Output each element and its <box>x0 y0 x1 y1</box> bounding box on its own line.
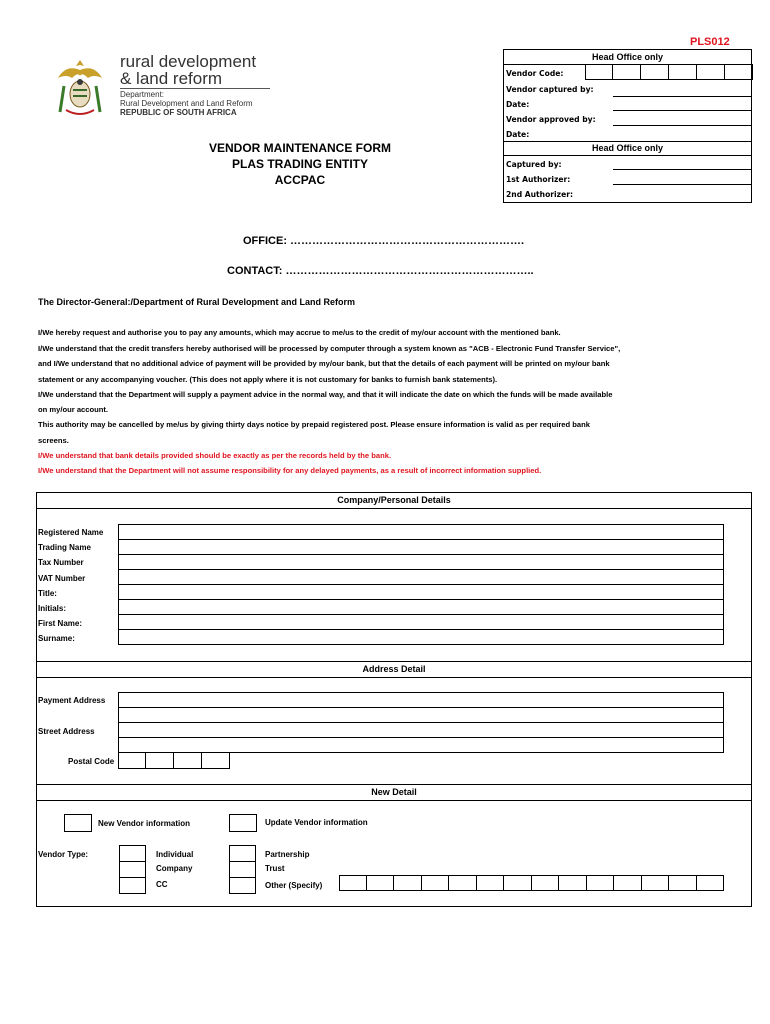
vat-number-field[interactable] <box>118 569 724 585</box>
initials-field[interactable] <box>118 599 724 615</box>
logo-dept-label: Department: <box>120 90 165 99</box>
trust-label: Trust <box>265 864 285 873</box>
postal-code-boxes[interactable] <box>118 752 230 769</box>
payment-address-field-2[interactable] <box>118 707 724 723</box>
date-line-1[interactable] <box>613 110 751 111</box>
company-label: Company <box>156 864 193 873</box>
date-label-2: Date: <box>506 130 530 139</box>
paragraph-line: and I/We understand that no additional advice of payment will be provided by my/our bank, but that the details of each payment will be printed on my/our bank <box>38 359 610 368</box>
surname-field[interactable] <box>118 629 724 645</box>
paragraph-line: screens. <box>38 436 69 445</box>
cc-checkbox[interactable] <box>119 877 146 894</box>
individual-checkbox[interactable] <box>119 845 146 862</box>
logo-line1: rural development <box>120 52 257 71</box>
vendor-approved-by-line[interactable] <box>613 125 751 126</box>
postal-code-label: Postal Code <box>68 757 115 766</box>
new-detail-section-header: New Detail <box>371 787 417 797</box>
title-field[interactable] <box>118 584 724 600</box>
office-line[interactable]: OFFICE: ………………………………………………………. <box>243 235 525 247</box>
form-title-line1: VENDOR MAINTENANCE FORM <box>209 141 391 155</box>
vendor-captured-by-label: Vendor captured by: <box>506 85 594 94</box>
head-office-header-2: Head Office only <box>591 143 663 153</box>
vendor-approved-by-label: Vendor approved by: <box>506 115 596 124</box>
title-label: Title: <box>38 589 57 598</box>
trading-name-label: Trading Name <box>38 543 91 552</box>
logo-dept-name: Rural Development and Land Reform <box>120 99 253 108</box>
captured-by-line[interactable] <box>613 169 751 170</box>
logo-line2: & land reform <box>120 69 223 88</box>
paragraph-line-warning: I/We understand that the Department will not assume responsibility for any delayed payments, as a result of incorrect information supplied. <box>38 466 542 475</box>
paragraph-line: I/We hereby request and authorise you to pay any amounts, which may accrue to me/us to the credit of my/our account with the mentioned bank. <box>38 328 561 337</box>
registered-name-label: Registered Name <box>38 528 104 537</box>
street-address-field-1[interactable] <box>118 722 724 738</box>
coat-of-arms-logo <box>52 56 108 120</box>
address-section-header: Address Detail <box>362 664 426 674</box>
form-title-line2: PLAS TRADING ENTITY <box>231 157 368 171</box>
paragraph-line: I/We understand that the Department will supply a payment advice in the normal way, and that it will indicate the date on which the funds will be made available <box>38 390 613 399</box>
individual-label: Individual <box>156 850 194 859</box>
vendor-code-boxes[interactable] <box>585 64 753 80</box>
vendor-code-label: Vendor Code: <box>506 69 564 78</box>
partnership-checkbox[interactable] <box>229 845 256 862</box>
form-code: PLS012 <box>690 36 730 48</box>
head-office-header-1: Head Office only <box>591 52 663 62</box>
contact-line[interactable]: CONTACT: ………………………………………………………….. <box>227 265 534 277</box>
registered-name-field[interactable] <box>118 524 724 540</box>
tax-number-label: Tax Number <box>38 558 84 567</box>
vat-number-label: VAT Number <box>38 574 86 583</box>
vendor-captured-by-line[interactable] <box>613 96 751 97</box>
cc-label: CC <box>156 880 168 889</box>
trust-checkbox[interactable] <box>229 861 256 878</box>
payment-address-field-1[interactable] <box>118 692 724 708</box>
trading-name-field[interactable] <box>118 539 724 555</box>
second-authorizer-label: 2nd Authorizer: <box>506 190 574 199</box>
street-address-label: Street Address <box>38 727 95 736</box>
addressee: The Director-General:/Department of Rural Development and Land Reform <box>38 297 356 307</box>
paragraph-line: on my/our account. <box>38 405 109 414</box>
street-address-field-2[interactable] <box>118 737 724 753</box>
surname-label: Surname: <box>38 634 75 643</box>
other-specify-boxes[interactable] <box>339 875 724 891</box>
company-section-header: Company/Personal Details <box>337 495 451 505</box>
company-checkbox[interactable] <box>119 861 146 878</box>
other-checkbox[interactable] <box>229 877 256 894</box>
partnership-label: Partnership <box>265 850 310 859</box>
paragraph-line-warning: I/We understand that bank details provided should be exactly as per the records held by the bank. <box>38 451 392 460</box>
vendor-type-label: Vendor Type: <box>38 850 89 859</box>
new-vendor-checkbox[interactable] <box>64 814 92 832</box>
logo-country: REPUBLIC OF SOUTH AFRICA <box>120 108 237 117</box>
first-authorizer-line[interactable] <box>613 184 751 185</box>
initials-label: Initials: <box>38 604 67 613</box>
paragraph-line: This authority may be cancelled by me/us by giving thirty days notice by prepaid registered post. Please ensure information is valid as per required bank <box>38 420 590 429</box>
update-vendor-label: Update Vendor information <box>265 818 368 827</box>
paragraph-line: I/We understand that the credit transfers hereby authorised will be processed by computer through a system known as "ACB - Electronic Fund Transfer Service", <box>38 344 621 353</box>
captured-by-label: Captured by: <box>506 160 562 169</box>
other-specify-label: Other (Specify) <box>265 881 323 890</box>
new-vendor-label: New Vendor information <box>98 819 191 828</box>
form-title-line3: ACCPAC <box>274 173 326 187</box>
update-vendor-checkbox[interactable] <box>229 814 257 832</box>
first-name-label: First Name: <box>38 619 83 628</box>
date-label-1: Date: <box>506 100 530 109</box>
payment-address-label: Payment Address <box>38 696 106 705</box>
first-authorizer-label: 1st Authorizer: <box>506 175 571 184</box>
first-name-field[interactable] <box>118 614 724 630</box>
tax-number-field[interactable] <box>118 554 724 570</box>
paragraph-line: statement or any accompanying voucher. (This does not apply where it is not customary for banks to furnish bank statements). <box>38 375 498 384</box>
